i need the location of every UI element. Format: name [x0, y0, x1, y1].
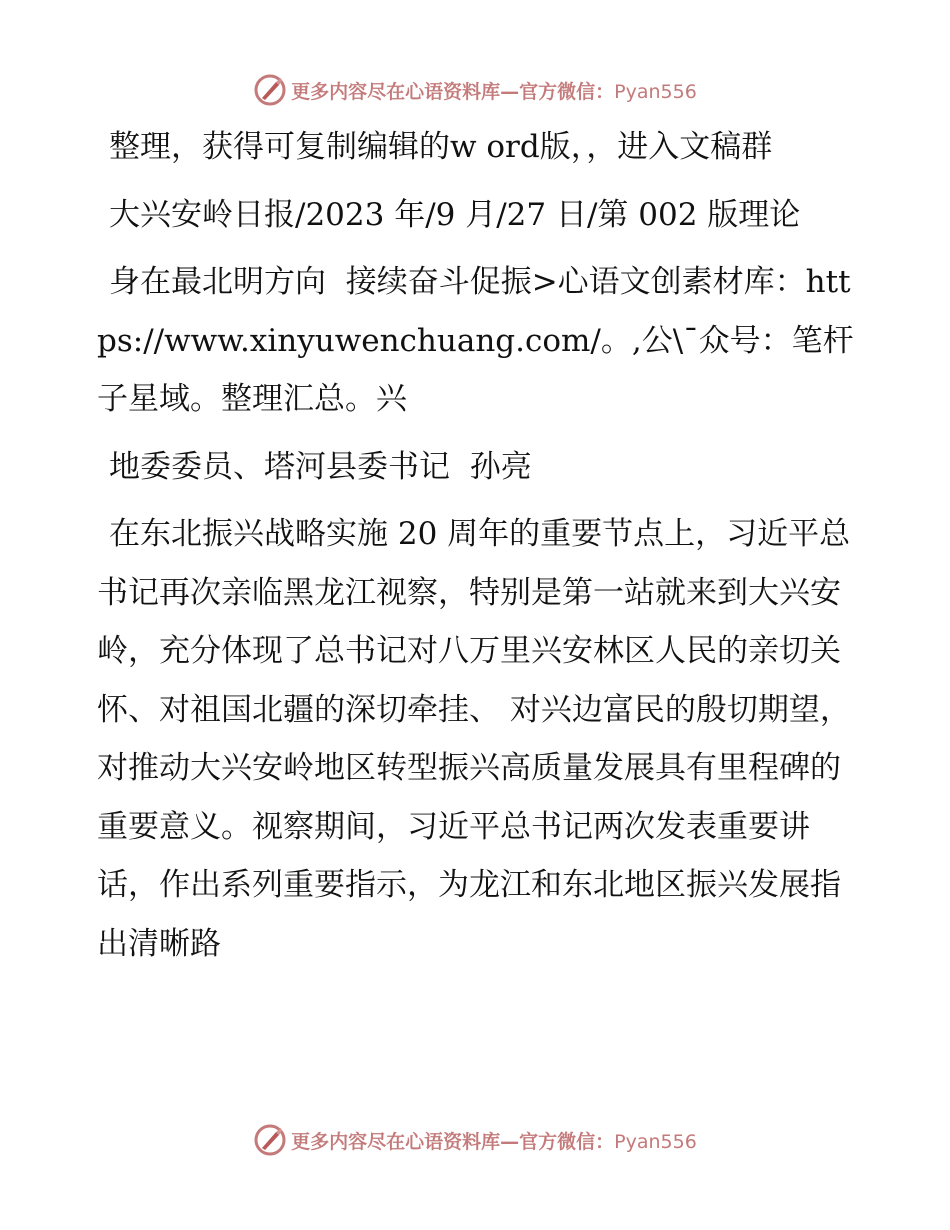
- paragraph-intro-note: 整理，获得可复制编辑的w ord版，，进入文稿群: [109, 129, 773, 165]
- banner-wechat-id: Pyan556: [614, 80, 697, 103]
- paragraph-author-line: 地委委员、塔河县委书记 孙亮: [109, 448, 532, 485]
- banner-text-cn: 更多内容尽在心语资料库—官方微信：: [291, 80, 615, 103]
- paragraph-article-title: 身在最北明方向 接续奋斗促振>心语文创素材库：https://www.xinyuwenchuang.com/。,公\¯众号：笔杆子星域。整理汇总。兴: [97, 264, 854, 417]
- paragraph-source-line: 大兴安岭日报/2023 年/9 月/27 日/第 002 版理论: [109, 196, 801, 233]
- banner-text-cn: 更多内容尽在心语资料库—官方微信：: [291, 1130, 615, 1153]
- footer-banner: [0, 1120, 950, 1160]
- header-banner: [0, 70, 950, 110]
- quill-circle-logo-icon: [253, 1123, 287, 1157]
- banner-text: [291, 1127, 697, 1154]
- paragraph-body-text: 在东北振兴战略实施 20 周年的重要节点上，习近平总书记再次亲临黑龙江视察，特别是第一站就来到大兴安岭，充分体现了总书记对八万里兴安林区人民的亲切关怀、对祖国北疆的深切牵挂、 对兴边富民的殷切期望， 对推动大兴安岭地区转型振兴高质量发展具有里程碑的重要意义。视察期间，习近平总书记两次发表重要讲话，作出系列重要指示，为龙江和东北地区振兴发展指出清晰路: [97, 516, 861, 962]
- banner-text: [291, 77, 697, 104]
- banner-wechat-id: Pyan556: [614, 1130, 697, 1153]
- document-body: [97, 118, 861, 982]
- quill-circle-logo-icon: [253, 73, 287, 107]
